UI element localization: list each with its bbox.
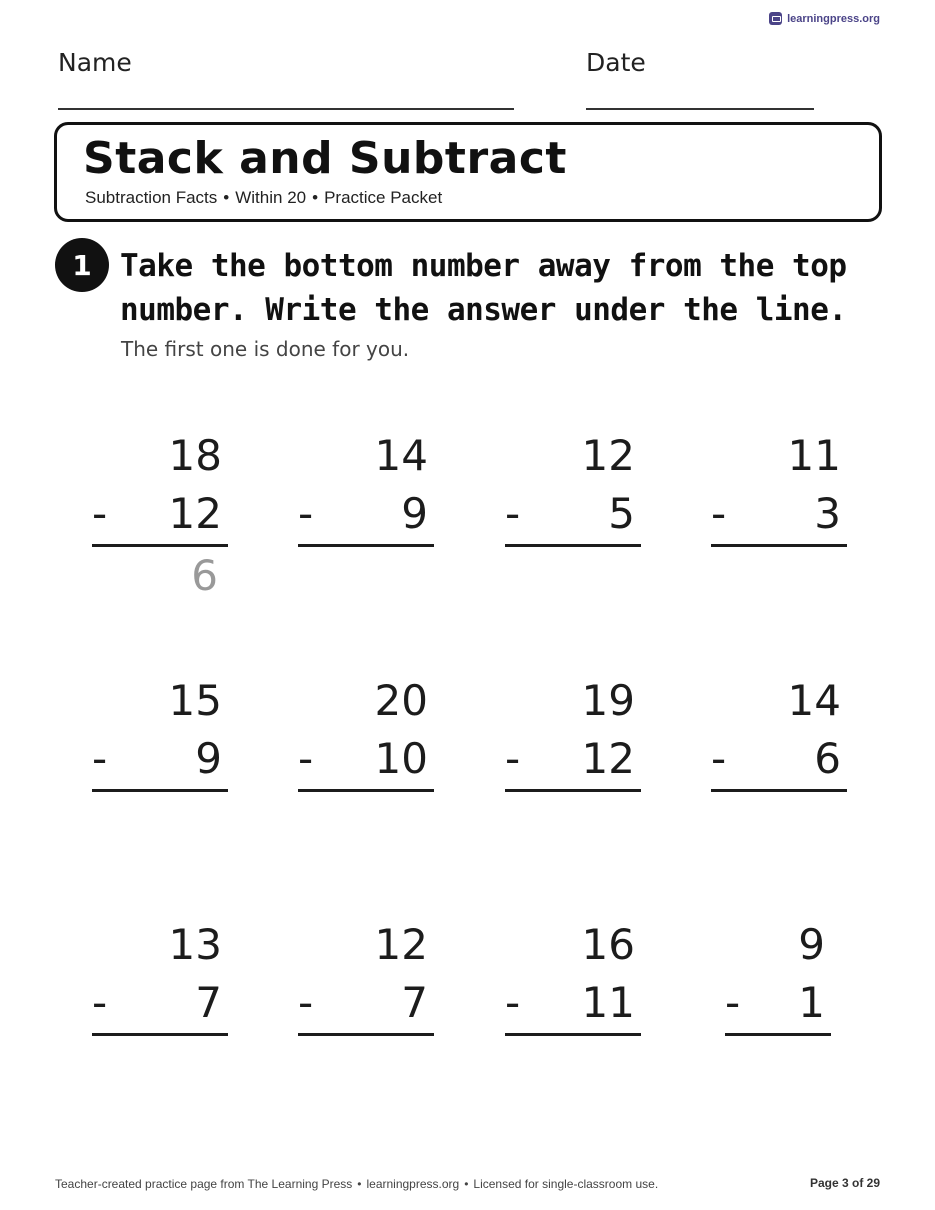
answer-line bbox=[92, 544, 228, 547]
minuend: 15 bbox=[168, 676, 222, 725]
minus-sign: - bbox=[92, 489, 108, 538]
subtrahend-row bbox=[298, 488, 428, 540]
date-line bbox=[586, 108, 814, 110]
subtrahend: 7 bbox=[401, 978, 428, 1027]
subtrahend-row bbox=[505, 488, 635, 540]
subtrahend-row bbox=[92, 977, 222, 1029]
title-box bbox=[54, 122, 882, 222]
subtrahend-row bbox=[298, 977, 428, 1029]
footer-site: learningpress.org bbox=[366, 1177, 460, 1191]
subtrahend: 3 bbox=[814, 489, 841, 538]
subtrahend: 12 bbox=[168, 489, 222, 538]
minus-sign: - bbox=[298, 489, 314, 538]
subtrahend: 11 bbox=[581, 978, 635, 1027]
minus-sign: - bbox=[298, 734, 314, 783]
minuend: 14 bbox=[374, 431, 428, 480]
subtrahend-row bbox=[711, 488, 841, 540]
answer-example: 6 bbox=[191, 551, 218, 600]
logo-text: learningpress.org bbox=[787, 12, 880, 25]
instruction-text: Take the bottom number away from the top number. Write the answer under the line. bbox=[120, 248, 847, 328]
answer-line bbox=[298, 544, 434, 547]
footer-separator: • bbox=[464, 1177, 469, 1191]
answer-line bbox=[505, 789, 641, 792]
subtitle-range: Within 20 bbox=[235, 188, 307, 207]
subtrahend-row bbox=[725, 977, 825, 1029]
footer-credit: Teacher-created practice page from The Learning Press bbox=[55, 1177, 353, 1191]
subtitle-type: Practice Packet bbox=[324, 188, 443, 207]
subtrahend: 9 bbox=[195, 734, 222, 783]
answer-line bbox=[92, 1033, 228, 1036]
section-number-badge: 1 bbox=[55, 238, 109, 292]
subtrahend-row bbox=[298, 733, 428, 785]
page-title: Stack and Subtract bbox=[83, 133, 567, 184]
minus-sign: - bbox=[92, 734, 108, 783]
name-line bbox=[58, 108, 514, 110]
minus-sign: - bbox=[725, 978, 741, 1027]
answer-line bbox=[505, 544, 641, 547]
minuend: 18 bbox=[168, 431, 222, 480]
subtrahend-row bbox=[505, 977, 635, 1029]
minuend: 11 bbox=[787, 431, 841, 480]
subtrahend-row bbox=[505, 733, 635, 785]
subtrahend: 10 bbox=[374, 734, 428, 783]
page-number: Page 3 of 29 bbox=[809, 1176, 880, 1190]
subtrahend: 5 bbox=[608, 489, 635, 538]
minus-sign: - bbox=[711, 734, 727, 783]
subtitle-separator: • bbox=[312, 188, 319, 207]
date-label: Date bbox=[586, 48, 646, 77]
minuend: 9 bbox=[798, 920, 825, 969]
minus-sign: - bbox=[505, 489, 521, 538]
subtitle bbox=[85, 188, 442, 208]
subtrahend: 6 bbox=[814, 734, 841, 783]
answer-line bbox=[725, 1033, 831, 1036]
minus-sign: - bbox=[505, 978, 521, 1027]
footer-separator: • bbox=[357, 1177, 362, 1191]
subtrahend: 9 bbox=[401, 489, 428, 538]
subtitle-separator: • bbox=[223, 188, 230, 207]
subtrahend-row bbox=[92, 733, 222, 785]
minus-sign: - bbox=[505, 734, 521, 783]
answer-line bbox=[92, 789, 228, 792]
minus-sign: - bbox=[711, 489, 727, 538]
name-label: Name bbox=[58, 48, 132, 77]
footer-license: Licensed for single-classroom use. bbox=[473, 1177, 659, 1191]
minuend: 14 bbox=[787, 676, 841, 725]
subtrahend: 1 bbox=[798, 978, 825, 1027]
answer-line bbox=[298, 789, 434, 792]
minuend: 12 bbox=[581, 431, 635, 480]
subtitle-topic: Subtraction Facts bbox=[85, 188, 218, 207]
laptop-icon bbox=[769, 12, 782, 25]
answer-line bbox=[505, 1033, 641, 1036]
subtrahend-row bbox=[92, 488, 222, 540]
minuend: 13 bbox=[168, 920, 222, 969]
answer-line bbox=[711, 789, 847, 792]
subtrahend: 12 bbox=[581, 734, 635, 783]
answer-line bbox=[711, 544, 847, 547]
minuend: 20 bbox=[374, 676, 428, 725]
minuend: 12 bbox=[374, 920, 428, 969]
minus-sign: - bbox=[92, 978, 108, 1027]
subtrahend-row bbox=[711, 733, 841, 785]
brand-logo bbox=[769, 12, 880, 25]
minus-sign: - bbox=[298, 978, 314, 1027]
footer-text bbox=[55, 1177, 658, 1191]
minuend: 16 bbox=[581, 920, 635, 969]
subtrahend: 7 bbox=[195, 978, 222, 1027]
instruction-note: The first one is done for you. bbox=[121, 337, 410, 361]
minuend: 19 bbox=[581, 676, 635, 725]
answer-line bbox=[298, 1033, 434, 1036]
